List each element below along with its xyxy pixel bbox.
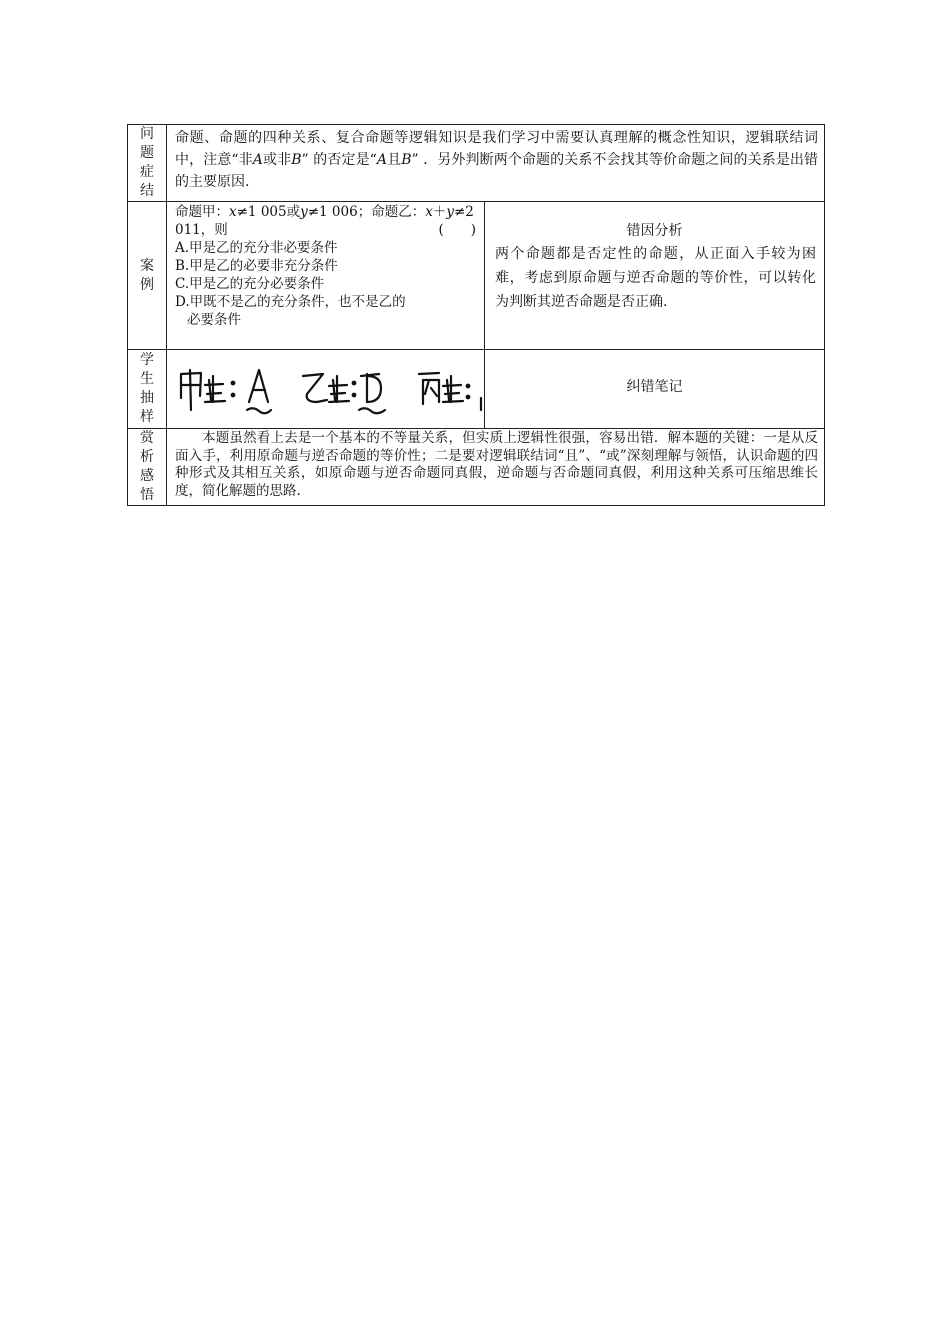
- summary-content-cell: [167, 125, 825, 202]
- case-label-cell: [128, 202, 167, 350]
- summary-text: 命题、命题的四种关系、复合命题等逻辑知识是我们学习中需要认真理解的概念性知识，逻辑联结词中，注意“非A或非B” 的否定是“A且B” ．另外判断两个命题的关系不会找其等价命题之间的关系是出错的主要原因.: [175, 130, 819, 190]
- handwriting-student-a: [181, 370, 271, 413]
- option-b: B.甲是乙的必要非充分条件: [175, 258, 338, 274]
- student-label-cell: [128, 350, 167, 429]
- reflection-content-cell: [167, 429, 825, 506]
- student-row: [128, 350, 825, 429]
- summary-label-cell: [128, 125, 167, 202]
- handwriting-image: [167, 350, 485, 424]
- reflection-text: 本题虽然看上去是一个基本的不等量关系，但实质上逻辑性很强，容易出错．解本题的关键：一是从反面入手，利用原命题与逆否命题的等价性；二是要对逻辑联结词“且”、“或”深刻理解与领悟，认识命题的四种形式及其相互关系，如原命题与逆否命题同真假，逆命题与否命题同真假，利用这种关系可压缩思维长度，简化解题的思路.: [175, 430, 819, 499]
- reflection-row: [128, 429, 825, 506]
- option-c: C.甲是乙的充分必要条件: [175, 276, 325, 292]
- reflection-label-cell: [128, 429, 167, 506]
- handwriting-cell: [167, 350, 485, 429]
- analysis-title: 错因分析: [626, 223, 683, 239]
- option-d-continued: 必要条件: [187, 312, 241, 328]
- answer-bracket: ( ): [438, 222, 476, 238]
- correction-note-cell: [485, 350, 825, 429]
- case-question-cell: [167, 202, 485, 350]
- case-stem: 命题甲：x≠1 005或y≠1 006；命题乙：x＋y≠2 011，则 ( ): [175, 204, 476, 238]
- correction-note-title: 纠错笔记: [626, 379, 683, 395]
- case-question: [167, 202, 484, 331]
- case-analysis-cell: [485, 202, 825, 350]
- error-analysis-table: [127, 124, 825, 506]
- case-label: 案例: [140, 257, 154, 293]
- option-d: D.甲既不是乙的充分条件，也不是乙的: [175, 294, 406, 310]
- case-row: [128, 202, 825, 350]
- handwriting-student-b: [303, 374, 385, 413]
- reflection-label: 赏析感悟: [140, 430, 154, 503]
- handwriting-student-c: [419, 373, 481, 410]
- option-a: A.甲是乙的充分非必要条件: [175, 240, 338, 256]
- analysis-text: 两个命题都是否定性的命题，从正面入手较为困难，考虑到原命题与逆否命题的等价性，可以转化为判断其逆否命题是否正确.: [495, 246, 817, 310]
- summary-label: 问题症结: [140, 126, 154, 199]
- student-label: 学生抽样: [140, 352, 154, 425]
- summary-row: [128, 125, 825, 202]
